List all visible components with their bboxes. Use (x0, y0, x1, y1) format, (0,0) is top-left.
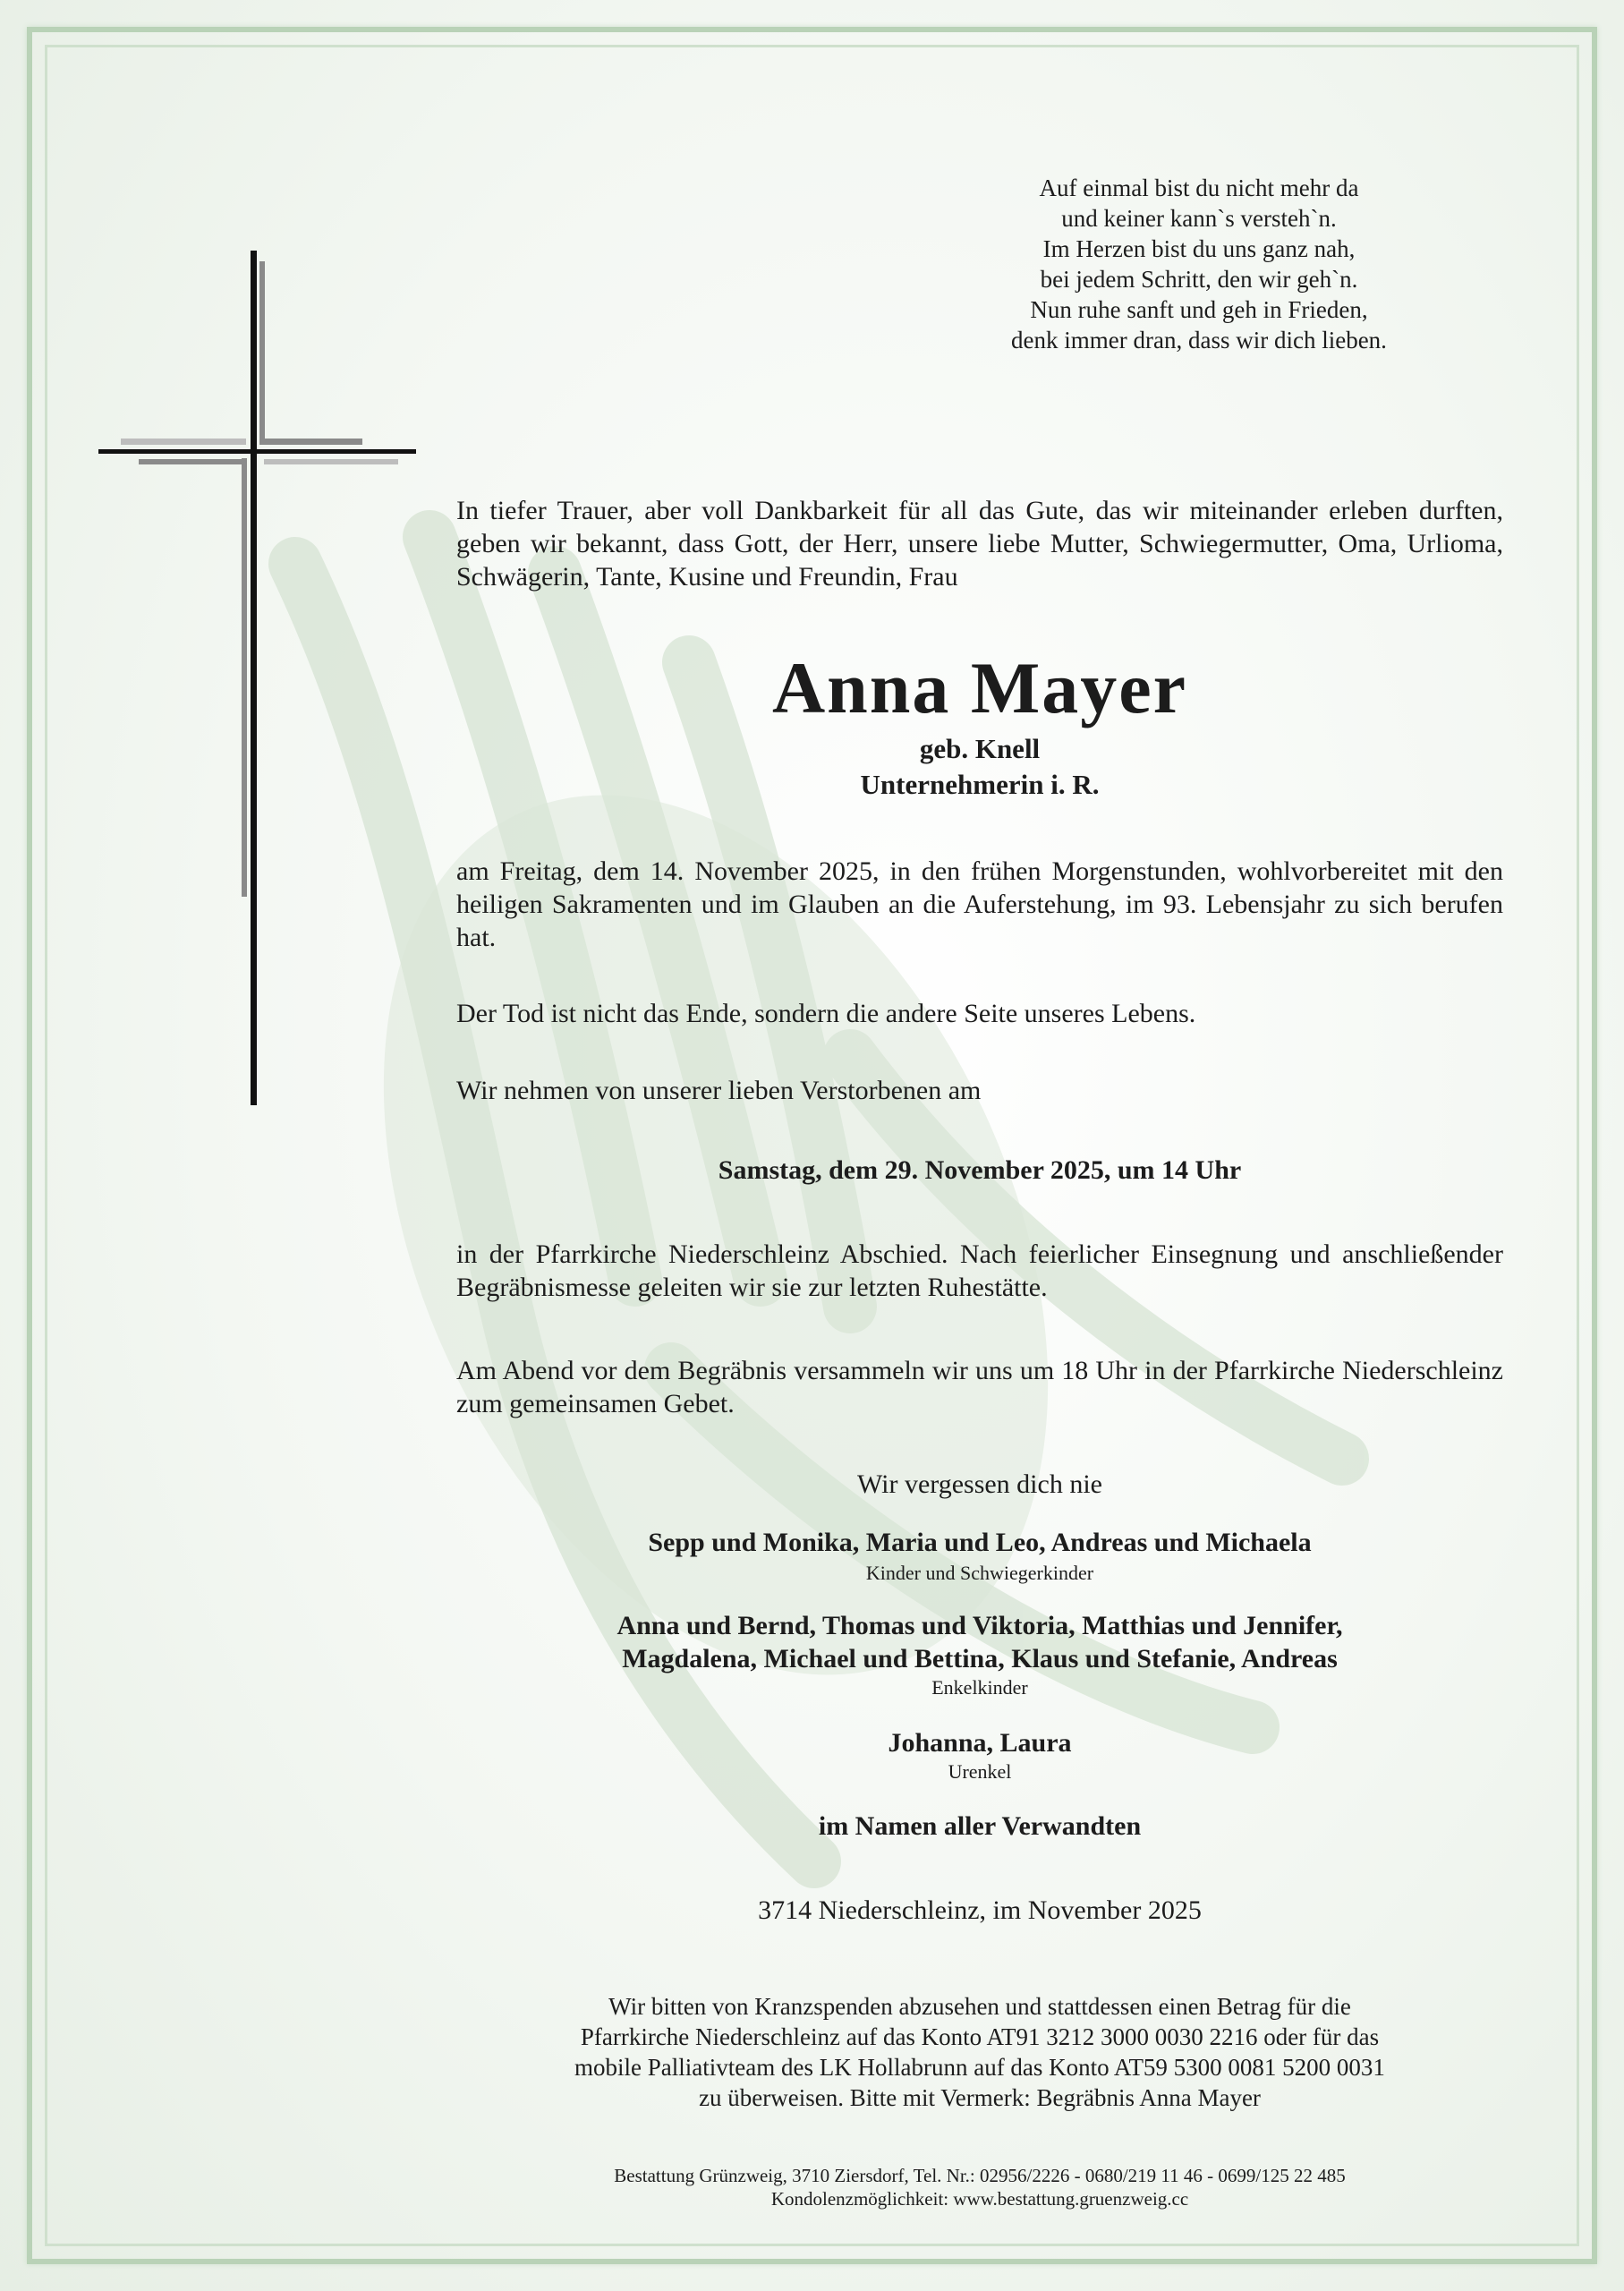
poem-line: denk immer dran, dass wir dich lieben. (1011, 327, 1387, 353)
funeral-date: Samstag, dem 29. November 2025, um 14 Uhr (718, 1155, 1242, 1185)
undertaker-contact: Bestattung Grünzweig, 3710 Ziersdorf, Tel. Nr.: 02956/2226 - 0680/219 11 46 - 0699/125 22 485 (614, 2165, 1346, 2186)
grandchildren-line: Anna und Bernd, Thomas und Viktoria, Matthias und Jennifer, (616, 1611, 1343, 1640)
relatives-line: im Namen aller Verwandten (818, 1811, 1142, 1841)
intro-paragraph: In tiefer Trauer, aber voll Dankbarkeit für all das Gute, das wir miteinander erleben durften, geben wir bekannt, dass Gott, der Herr, unsere liebe Mutter, Schwiegermutter, Oma, Urlioma, Schwägerin, Tante, Kusine und Freundin, Frau (456, 496, 1503, 592)
undertaker-footer (412, 2164, 1548, 2210)
children-names: Sepp und Monika, Maria und Leo, Andreas und Michaela (648, 1528, 1312, 1557)
children-label: Kinder und Schwiegerkinder (865, 1562, 1094, 1584)
donation-note (412, 1991, 1548, 2113)
poem-line: und keiner kann`s versteh`n. (1061, 205, 1337, 232)
quote-paragraph: Der Tod ist nicht das Ende, sondern die andere Seite unseres Lebens. (456, 999, 1196, 1028)
donation-line: Wir bitten von Kranzspenden abzusehen und stattdessen einen Betrag für die (608, 1993, 1351, 2020)
farewell-intro: Wir nehmen von unserer lieben Verstorbenen am (456, 1076, 982, 1105)
poem-line: bei jedem Schritt, den wir geh`n. (1040, 266, 1358, 293)
poem-line: Auf einmal bist du nicht mehr da (1039, 175, 1359, 201)
maiden-name: geb. Knell (919, 733, 1041, 764)
grandchildren-line: Magdalena, Michael und Bettina, Klaus und Stefanie, Andreas (622, 1644, 1338, 1674)
deceased-name: Anna Mayer (771, 647, 1188, 728)
poem-line: Im Herzen bist du uns ganz nah, (1042, 235, 1356, 262)
donation-line: Pfarrkirche Niederschleinz auf das Konto AT91 3212 3000 0030 2216 oder für das (580, 2023, 1380, 2050)
death-paragraph: am Freitag, dem 14. November 2025, in den frühen Morgenstunden, wohlvorbereitet mit den heiligen Sakramenten und im Glauben an die Auferstehung, im 93. Lebensjahr zu sich berufen hat. (456, 856, 1503, 952)
place-date: 3714 Niederschleinz, im November 2025 (758, 1895, 1202, 1925)
great-grandchildren-label: Urenkel (948, 1760, 1012, 1783)
funeral-place-paragraph: in der Pfarrkirche Niederschleinz Abschied. Nach feierlicher Einsegnung und anschließender Begräbnismesse geleiten wir sie zur letzten Ruhestätte. (456, 1239, 1503, 1302)
poem-line: Nun ruhe sanft und geh in Frieden, (1030, 296, 1368, 323)
donation-line: zu überweisen. Bitte mit Vermerk: Begräbnis Anna Mayer (699, 2084, 1261, 2111)
never-forget-line: Wir vergessen dich nie (857, 1469, 1102, 1499)
great-grandchildren-names: Johanna, Laura (888, 1728, 1072, 1758)
condolence-link[interactable]: Kondolenzmöglichkeit: www.bestattung.gruenzweig.cc (770, 2188, 1189, 2210)
deceased-title: Unternehmerin i. R. (860, 769, 1100, 800)
grandchildren-label: Enkelkinder (931, 1676, 1028, 1699)
donation-line: mobile Palliativteam des LK Hollabrunn auf das Konto AT59 5300 0081 5200 0031 (574, 2054, 1385, 2081)
poem (948, 173, 1450, 355)
evening-prayer-paragraph: Am Abend vor dem Begräbnis versammeln wir uns um 18 Uhr in der Pfarrkirche Niederschleinz zum gemeinsamen Gebet. (456, 1356, 1503, 1418)
